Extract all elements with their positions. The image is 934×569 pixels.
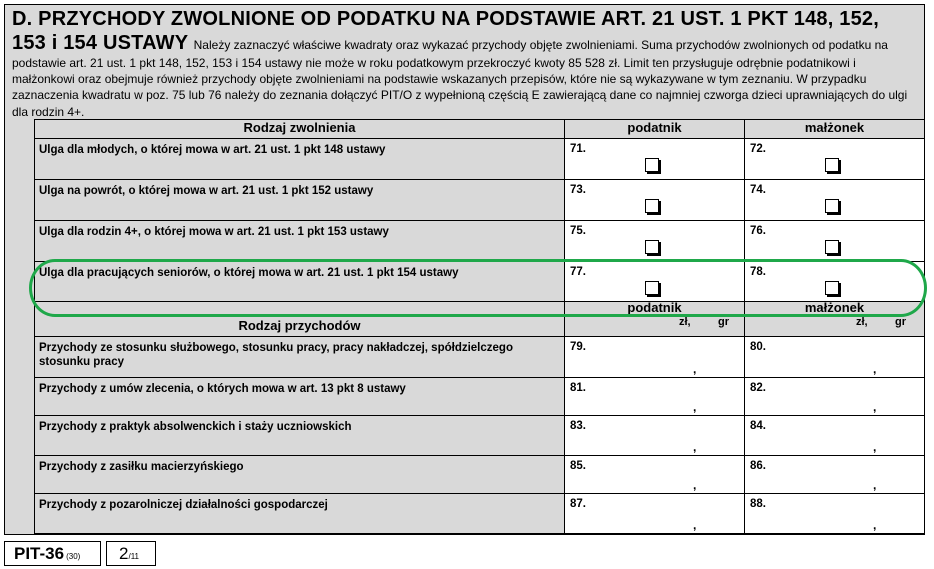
- exemption-label: Ulga dla rodzin 4+, o której mowa w art. 21 ust. 1 pkt 153 ustawy: [35, 221, 565, 262]
- exemption-label: Ulga dla pracujących seniorów, o której mowa w art. 21 ust. 1 pkt 154 ustawy: [35, 262, 565, 303]
- taxpayer-amount-field[interactable]: [565, 416, 745, 456]
- exemption-label: Ulga na powrót, o której mowa w art. 21 ust. 1 pkt 152 ustawy: [35, 180, 565, 221]
- checkbox[interactable]: [645, 281, 659, 295]
- spouse-amount-field[interactable]: [745, 378, 925, 416]
- field-number: 84.: [750, 420, 766, 432]
- field-number: 73.: [570, 184, 586, 196]
- income-label: Przychody ze stosunku służbowego, stosunku pracy, pracy nakładczej, spółdzielczego stosunku pracy: [35, 337, 565, 378]
- spouse-cell: [745, 262, 925, 303]
- spouse-cell: [745, 139, 925, 180]
- exemption-row: [35, 221, 925, 262]
- checkbox[interactable]: [825, 281, 839, 295]
- decimal-separator: ,: [693, 518, 697, 532]
- page-total: /11: [128, 552, 139, 561]
- exemption-row: [35, 139, 925, 180]
- field-number: 80.: [750, 341, 766, 353]
- field-number: 83.: [570, 420, 586, 432]
- taxpayer-cell: [565, 221, 745, 262]
- gr-unit: gr: [718, 316, 729, 328]
- decimal-separator: ,: [693, 362, 697, 376]
- field-number: 77.: [570, 266, 586, 278]
- decimal-separator: ,: [873, 400, 877, 414]
- income-type-header: Rodzaj przychodów: [35, 302, 565, 337]
- page-number: 2: [119, 544, 129, 563]
- field-number: 74.: [750, 184, 766, 196]
- income-row: [35, 494, 925, 534]
- field-number: 88.: [750, 498, 766, 510]
- decimal-separator: ,: [873, 362, 877, 376]
- taxpayer-header: podatnik: [565, 120, 745, 139]
- checkbox[interactable]: [645, 158, 659, 172]
- gr-unit: gr: [895, 316, 906, 328]
- exemptions-table: [34, 119, 925, 303]
- checkbox[interactable]: [825, 158, 839, 172]
- checkbox[interactable]: [825, 199, 839, 213]
- taxpayer-amount-field[interactable]: [565, 337, 745, 378]
- income-table: [34, 301, 925, 534]
- exemption-row: [35, 180, 925, 221]
- taxpayer-amount-field[interactable]: [565, 494, 745, 534]
- spouse-header-label: małżonek: [804, 300, 865, 315]
- spouse-header: małżonek: [745, 120, 925, 139]
- section-title: D. PRZYCHODY ZWOLNIONE OD PODATKU NA PODSTAWIE ART. 21 UST. 1 PKT 148, 152, 153 i 154 USTAWY: [12, 8, 879, 54]
- exemption-type-header: Rodzaj zwolnienia: [35, 120, 565, 139]
- taxpayer-amount-field[interactable]: [565, 456, 745, 494]
- spouse-cell: [745, 221, 925, 262]
- spouse-cell: [745, 180, 925, 221]
- form-section-d: [4, 4, 925, 535]
- checkbox[interactable]: [825, 240, 839, 254]
- checkbox[interactable]: [645, 240, 659, 254]
- page-number-box: [106, 541, 156, 566]
- spouse-amount-field[interactable]: [745, 416, 925, 456]
- decimal-separator: ,: [873, 518, 877, 532]
- field-number: 81.: [570, 382, 586, 394]
- decimal-separator: ,: [873, 478, 877, 492]
- income-row: [35, 416, 925, 456]
- decimal-separator: ,: [693, 440, 697, 454]
- income-row: [35, 378, 925, 416]
- income-label: Przychody z zasiłku macierzyńskiego: [35, 456, 565, 494]
- form-code: PIT-36: [14, 544, 65, 563]
- form-version: (30): [66, 552, 81, 561]
- taxpayer-amount-field[interactable]: [565, 378, 745, 416]
- field-number: 86.: [750, 460, 766, 472]
- spouse-amount-field[interactable]: [745, 456, 925, 494]
- checkbox[interactable]: [645, 199, 659, 213]
- field-number: 75.: [570, 225, 586, 237]
- field-number: 79.: [570, 341, 586, 353]
- decimal-separator: ,: [693, 478, 697, 492]
- spouse-amount-field[interactable]: [745, 494, 925, 534]
- zl-unit: zł,: [679, 316, 691, 328]
- income-label: Przychody z praktyk absolwenckich i staży uczniowskich: [35, 416, 565, 456]
- section-description: Należy zaznaczyć właściwe kwadraty oraz wykazać przychody objęte zwolnieniami. Suma przychodów zwolnionych od podatku na podstawie art. 21 ust. 1 pkt 148, 152, 153 i 154 ustawy nie może w roku podatkowym przekroczyć kwoty 85 528 zł. Limit ten przysługuje odrębnie podatnikowi i małżonkowi oraz obejmuje również przychody objęte zwolnieniami na podstawie wskazanych przepisów, które nie są wykazywane w tym zeznaniu. W przypadku zaznaczenia kwadratu w poz. 75 lub 76 należy do zeznania dołączyć PIT/O z wypełnioną częścią E zawierającą dane co najmniej czworga dzieci uprawniających do ulgi dla rodzin 4+.: [12, 38, 908, 119]
- spouse-amount-field[interactable]: [745, 337, 925, 378]
- taxpayer-header: [565, 302, 745, 337]
- field-number: 82.: [750, 382, 766, 394]
- decimal-separator: ,: [693, 400, 697, 414]
- taxpayer-cell: [565, 180, 745, 221]
- exemption-label: Ulga dla młodych, o której mowa w art. 21 ust. 1 pkt 148 ustawy: [35, 139, 565, 180]
- income-label: Przychody z umów zlecenia, o których mowa w art. 13 pkt 8 ustawy: [35, 378, 565, 416]
- zl-unit: zł,: [856, 316, 868, 328]
- section-header: [5, 5, 924, 119]
- taxpayer-cell: [565, 262, 745, 303]
- field-number: 72.: [750, 143, 766, 155]
- income-row: [35, 337, 925, 378]
- form-code-box: [4, 541, 101, 566]
- income-label: Przychody z pozarolniczej działalności gospodarczej: [35, 494, 565, 534]
- exemption-row-highlighted: [35, 262, 925, 303]
- taxpayer-header-label: podatnik: [627, 300, 682, 315]
- taxpayer-cell: [565, 139, 745, 180]
- income-row: [35, 456, 925, 494]
- spouse-header: [745, 302, 925, 337]
- field-number: 71.: [570, 143, 586, 155]
- field-number: 76.: [750, 225, 766, 237]
- decimal-separator: ,: [873, 440, 877, 454]
- field-number: 85.: [570, 460, 586, 472]
- field-number: 78.: [750, 266, 766, 278]
- field-number: 87.: [570, 498, 586, 510]
